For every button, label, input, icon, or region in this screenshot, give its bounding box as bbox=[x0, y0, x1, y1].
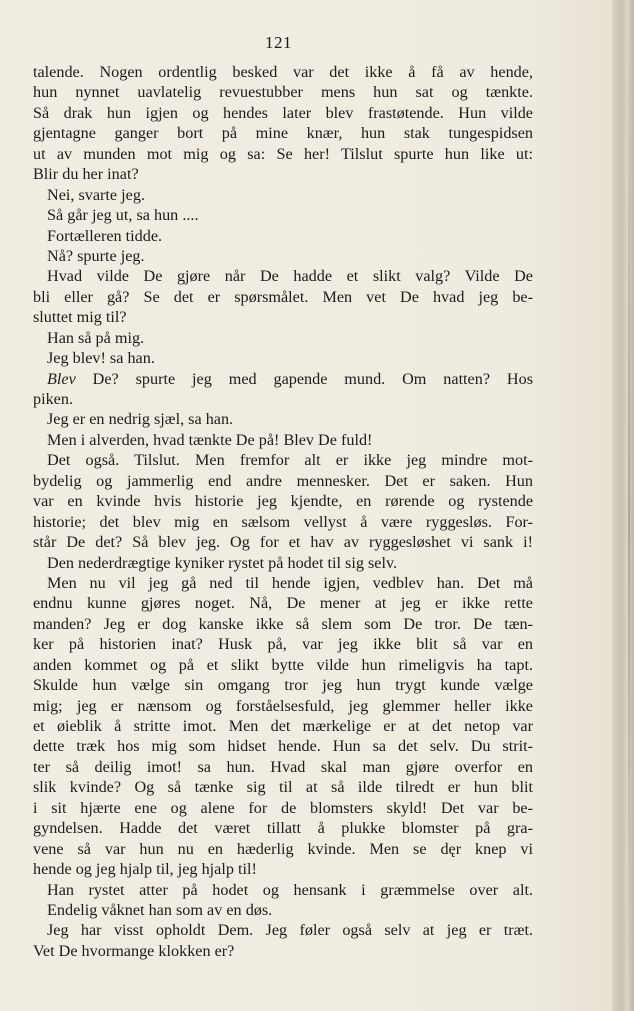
text-line: Han rystet atter på hodet og hensank i græmmelse over alt. bbox=[47, 880, 533, 899]
text-line: piken. bbox=[33, 390, 74, 408]
text-line: i sit hjærte ene og alene for de blomsters skyld! Det var be- bbox=[33, 798, 533, 817]
text-line: Jeg blev! sa han. bbox=[47, 349, 155, 368]
text-line: Fortælleren tidde. bbox=[47, 226, 163, 245]
text-line: vene så var hun nu en hæderlig kvinde. Men se dęr knep vi bbox=[33, 839, 533, 858]
text-line: ut av munden mot mig og sa: Se her! Tilslut spurte hun like ut: bbox=[33, 144, 533, 163]
text-line: manden? Jeg er dog kanske ikke så slem som De tror. De tæn- bbox=[33, 614, 533, 633]
text-line: var en kvinde hvis historie jeg kjendte, en rørende og rystende bbox=[33, 492, 533, 511]
text-line: gjentagne ganger bort på mine knær, hun stak tungespidsen bbox=[33, 124, 533, 143]
text-line: dette træk hos mig som hidset hende. Hun sa det selv. Du strit- bbox=[33, 737, 533, 756]
text-line: mig; jeg er nænsom og forståelsesfuld, jeg glemmer heller ikke bbox=[33, 696, 533, 715]
text-line: Endelig våknet han som av en døs. bbox=[47, 900, 273, 919]
text-line: hun nynnet uavlatelig revuestubber mens hun sat og tænkte. bbox=[33, 83, 533, 102]
text-line: Så drak hun igjen og hendes later blev frastøtende. Hun vilde bbox=[33, 103, 533, 122]
body-text bbox=[33, 62, 533, 961]
text-line: Det også. Tilslut. Men fremfor alt er ikke jeg mindre mot- bbox=[47, 451, 533, 470]
text-line: anden kommet og på et slikt bytte vilde hun rimeligvis ha tapt. bbox=[33, 655, 533, 674]
text-line: sluttet mig til? bbox=[33, 308, 127, 327]
text-line: bli eller gå? Se det er spørsmålet. Men vet De hvad jeg be- bbox=[33, 287, 533, 306]
text-line: Men nu vil jeg gå ned til hende igjen, vedblev han. Det må bbox=[47, 573, 533, 592]
text-line: Men i alverden, hvad tænkte De på! Blev De fuld! bbox=[47, 430, 373, 449]
text-line: Så går jeg ut, sa hun .... bbox=[47, 206, 199, 225]
text-line: Skulde hun vælge sin omgang tror jeg hun trygt kunde vælge bbox=[33, 676, 533, 695]
text-line: ker på historien inat? Husk på, var jeg ikke blit så var en bbox=[33, 635, 533, 654]
italic-word: Blev bbox=[47, 369, 76, 388]
book-spine-edge bbox=[612, 0, 634, 1011]
text-line: Hvad vilde De gjøre når De hadde et slikt valg? Vilde De bbox=[47, 267, 533, 286]
text-line: endnu kunne gjøres noget. Nå, De mener at jeg er ikke rette bbox=[33, 594, 533, 613]
text-line: gyndelsen. Hadde det været tillatt å plukke blomster på gra- bbox=[33, 819, 533, 838]
text-line: Han så på mig. bbox=[47, 328, 145, 347]
text-line: et øieblik å stritte imot. Men det mærkelige er at det netop var bbox=[33, 717, 533, 735]
text-line: Nei, svarte jeg. bbox=[47, 185, 145, 204]
text-line: historie; det blev mig en sælsom vellyst å være ryggesløs. For- bbox=[33, 512, 533, 531]
text-line: Blir du her inat? bbox=[33, 165, 139, 184]
text-line: Nå? spurte jeg. bbox=[47, 246, 145, 265]
text-line: Jeg har visst opholdt Dem. Jeg føler også selv at jeg er træt. bbox=[47, 921, 533, 940]
text-line: bydelig og jammerlig end andre mennesker. Det er saken. Hun bbox=[33, 471, 533, 490]
text-line: Den nederdrægtige kyniker rystet på hodet til sig selv. bbox=[47, 553, 398, 572]
text-line: Blev De? spurte jeg med gapende mund. Om natten? Hos bbox=[47, 369, 533, 388]
text-line: talende. Nogen ordentlig besked var det ikke å få av hende, bbox=[33, 63, 533, 81]
page-number: 121 bbox=[265, 33, 292, 52]
text-line: står De det? Så blev jeg. Og for et hav av ryggesløshet vi sank i! bbox=[33, 533, 533, 552]
spine-shadow bbox=[628, 40, 630, 1000]
text-line: hende og jeg hjalp til, jeg hjalp til! bbox=[33, 860, 257, 879]
text-line: slik kvinde? Og så tænke sig til at så ilde tilredt er hun blit bbox=[33, 778, 533, 797]
text-line: ter så deilig imot! sa hun. Hvad skal man gjøre overfor en bbox=[33, 757, 533, 776]
text-line: Vet De hvormange klokken er? bbox=[33, 941, 235, 960]
text-line: Jeg er en nedrig sjæl, sa han. bbox=[47, 410, 234, 429]
